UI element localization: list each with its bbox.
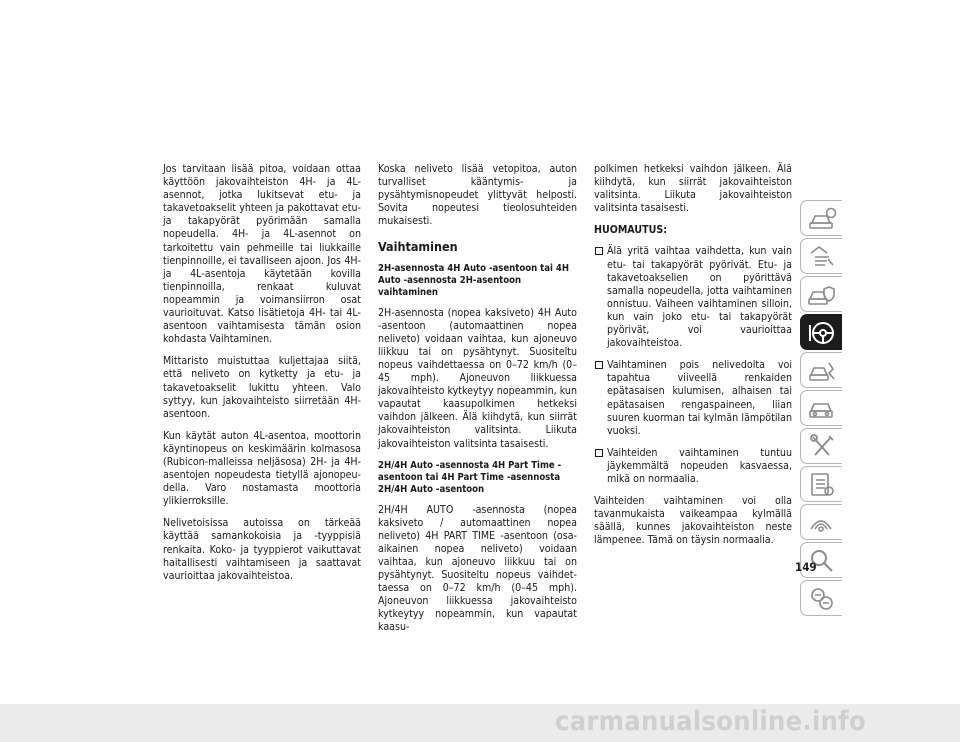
subsection-heading: 2H/4H Auto -asennosta 4H Part Time -asentoon tai 4H Part Time -asennosta 2H/4H Auto -asentoon [378, 459, 562, 495]
paragraph: Koska neliveto lisää vetopitoa, auton turvalliset kääntymis- ja pysähtymisnopeudet ylittyvät helposti. Sovita nopeutesi tieolosuhteiden mukaisesti. [378, 163, 577, 228]
tab-radio-wireless[interactable] [800, 504, 842, 540]
car-info-icon [807, 205, 837, 233]
tab-dashboard-lights[interactable] [800, 238, 842, 274]
bullet-item [594, 245, 792, 350]
subsection-heading: 2H-asennosta 4H Auto -asentoon tai 4H Auto -asennosta 2H-asentoon vaihtaminen [378, 262, 569, 298]
checkbox-bullet-icon [595, 247, 603, 255]
text-column-3 [594, 163, 792, 556]
dashboard-lights-icon [807, 243, 837, 271]
tab-car-shield[interactable] [800, 276, 842, 312]
paragraph: polkimen hetkeksi vaihdon jälkeen. Älä kiihdytä, kun siirrät jakovaihteiston valitsinta. Liikuta jakovaihteiston valitsinta tasaisesti. [594, 163, 792, 215]
page-number: 149 [795, 560, 817, 574]
paragraph: Kun käytät auton 4L-asentoa, moottorin käyntinopeus on keskimäärin kolmasosa (Rubicon-malleissa neljäsosa) 2H- ja 4H-asentojen nopeudesta tietyllä ajonopeudella. Varo nostamasta moottoria ylikierroksille. [163, 429, 361, 508]
checkbox-bullet-icon [595, 449, 603, 457]
car-shield-icon [807, 281, 837, 309]
note-heading: HUOMAUTUS: [594, 224, 668, 237]
tab-wrench-screwdriver[interactable] [800, 428, 842, 464]
tab-car-info[interactable] [800, 200, 842, 236]
steering-wheel-icon [807, 319, 837, 347]
text-column-2 [378, 163, 577, 644]
tab-language[interactable] [800, 580, 842, 616]
language-icon [807, 585, 837, 613]
checkbox-bullet-icon [595, 361, 603, 369]
wrench-screwdriver-icon [807, 433, 837, 461]
checklist-icon [807, 471, 837, 499]
bullet-text: Vaihteiden vaihtaminen tuntuu jäykemmältä nopeuden kasvaessa, mikä on normaalia. [607, 446, 792, 485]
bullet-text: Älä yritä vaihtaa vaihdetta, kun vain etu- tai takapyörät pyörivät. Etu- ja takavetoakselien on pyörittävä samalla nopeudella, jotta vaihtaminen onnistuu. Vaiheen vaihtaminen silloin, kun vain joko etu- tai takapyörät pyörivät, voi vaurioittaa jakovaihteistoa. [607, 245, 792, 350]
paragraph: 2H-asennosta (nopea kaksiveto) 4H Auto -asentoon (automaattinen nopea neliveto) voidaan vaihtaa, kun ajoneuvo liikkuu tai on pysähtynyt. Suositeltu nopeus vaihdettaessa on 0–72 km/h (0–45 mph). Ajoneuvon liikkuessa jakovaihteisto kytkeytyy nopeammin, kun vapautat kaasupolkimen hetkeksi vaihdon jälkeen. Älä kiihdytä, kun siirrät jakovaihteiston valitsinta. Liikuta jakovaihteiston valitsinta tasaisesti. [378, 306, 577, 450]
paragraph: Mittaristo muistuttaa kuljettajaa siitä, että neliveto on kytketty ja etu- ja takavetoakselit lukittu yhteen. Valo syttyy, kun jakovaihteisto siirretään 4H-asentoon. [163, 355, 361, 420]
text-column-1 [163, 163, 361, 592]
paragraph: Vaihteiden vaihtaminen voi olla tavanmukaista vaikeampaa kylmällä säällä, kunnes jakovaihteiston neste lämpenee. Tämä on täysin normaalia. [594, 495, 792, 547]
tab-steering-wheel[interactable] [800, 314, 842, 350]
tab-car-tools[interactable] [800, 390, 842, 426]
car-tools-icon [807, 395, 837, 423]
bullet-item [594, 359, 792, 438]
bullet-text: Vaihtaminen pois nelivedolta voi tapahtua viiveellä renkaiden epätasaisen kulumisen, alhaisen tai epätasaisen rengaspaineen, liian suuren kuorman tai kylmän lämpötilan vuoksi. [607, 359, 792, 437]
radio-wireless-icon [807, 509, 837, 537]
paragraph: Nelivetoisissa autoissa on tärkeää käyttää samankokoisia ja -tyyppisiä renkaita. Koko- ja tyyppierot vaikuttavat haitallisesti vaihtamiseen ja saattavat vaurioittaa jakovaihteistoa. [163, 517, 361, 582]
paragraph: 2H/4H AUTO -asennosta (nopea kaksiveto / automaattinen nopea neliveto) 4H PART TIME -asentoon (osa-aikainen nopea neliveto) voidaan vaihtaa, kun ajoneuvo liikkuu tai on pysähtynyt. Suositeltu nopeus vaihdettaessa on 0–72 km/h (0–45 mph). Ajoneuvon liikkuessa jakovaihteisto kytkeytyy nopeammin, kun vapautat kaasu- [378, 503, 577, 634]
tab-checklist[interactable] [800, 466, 842, 502]
bullet-item [594, 447, 792, 486]
watermark-text: carmanualsonline.info [555, 706, 867, 737]
tab-car-crash[interactable] [800, 352, 842, 388]
section-heading: Vaihtaminen [378, 239, 458, 255]
paragraph: Jos tarvitaan lisää pitoa, voidaan ottaa käyttöön jakovaihteiston 4H- ja 4L-asennot, jotka lukitsevat etu- ja takavetoakselit yhteen ja pakottavat etu- ja takapyörät pyörimään samalla nopeudella. 4H- ja 4L-asennot on tarkoitettu vain pehmeille tai liukkaille tienpinnoille, ei tavalliseen ajoon. Jos 4H- ja 4L-asentoja käytetään kovilla tienpinnoilla, renkaat kuluvat nopeammin ja voimansiirron osat vaurioituvat. Katso lisätietoja 4H- tai 4L-asentoon vaihtamisesta tämän osion kohdasta Vaihtaminen. [163, 163, 361, 346]
car-crash-icon [807, 357, 837, 385]
